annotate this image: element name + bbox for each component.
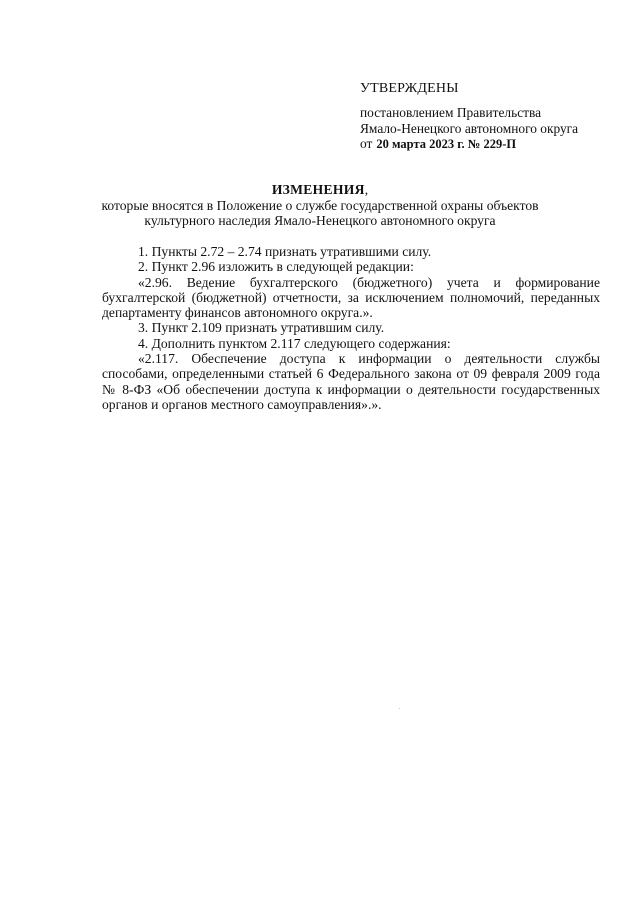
heading-title-text: ИЗМЕНЕНИЯ: [271, 182, 365, 197]
document-heading: [100, 182, 540, 229]
heading-subtitle-line-2: культурного наследия Ямало-Ненецкого автономного округа: [144, 213, 496, 228]
paragraph-3: «2.96. Ведение бухгалтерского (бюджетного) учета и формирование бухгалтерской (бюджетной) отчетности, за исключением полномочий, переданных департаменту финансов автономного округа.».: [102, 274, 600, 321]
paragraph-1: 1. Пункты 2.72 – 2.74 признать утратившими силу.: [138, 244, 432, 259]
heading-title-suffix: ,: [364, 182, 369, 197]
approval-title: УТВЕРЖДЕНЫ: [360, 81, 459, 96]
approval-date-value: 20 марта 2023 г. № 229-П: [376, 137, 517, 151]
paragraph-2: 2. Пункт 2.96 изложить в следующей редакции:: [138, 259, 414, 275]
approval-date-prefix: от: [360, 136, 373, 151]
paragraph-5: 4. Дополнить пунктом 2.117 следующего содержания:: [138, 335, 451, 351]
paragraph-6: «2.117. Обеспечение доступа к информации о деятельности службы способами, определенными статьей 6 Федерального закона от 09 февраля 2009 года № 8-ФЗ «Об обеспечении доступа к информации о деятельности государственных органов и органов местного самоуправления».».: [102, 351, 600, 412]
heading-subtitle-line-1: которые вносятся в Положение о службе государственной охраны объектов: [101, 197, 539, 213]
heading-title: [100, 182, 540, 198]
approval-line-1: постановлением Правительства: [360, 105, 542, 120]
approval-block: [360, 80, 578, 153]
paragraph-4: 3. Пункт 2.109 признать утратившим силу.: [138, 320, 385, 336]
scan-speck: [399, 708, 400, 709]
approval-line-2: Ямало-Ненецкого автономного округа: [360, 120, 579, 136]
document-body: [102, 244, 600, 412]
approval-date-line: [360, 136, 578, 153]
